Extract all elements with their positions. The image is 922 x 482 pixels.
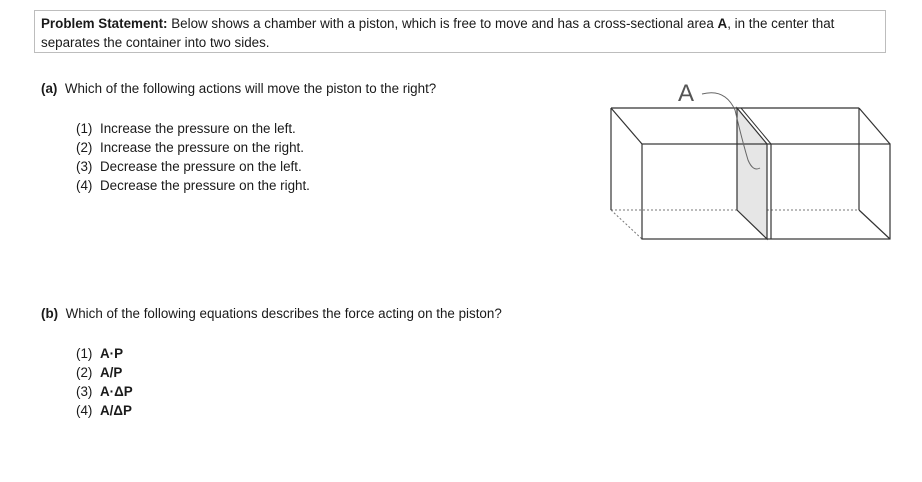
options-a	[76, 119, 310, 195]
option-b-3: (3) A·ΔP	[76, 384, 133, 399]
question-b-text: Which of the following equations describes the force acting on the piston?	[65, 306, 502, 321]
option-b-4: (4) A/ΔP	[76, 403, 132, 418]
problem-text-2: , in the center that separates the container into two sides.	[41, 16, 835, 50]
question-a-text: Which of the following actions will move the piston to the right?	[64, 81, 437, 96]
area-label: A	[678, 80, 695, 107]
problem-statement	[34, 10, 886, 53]
option-a-1: (1) Increase the pressure on the left.	[76, 121, 296, 136]
option-a-4: (4) Decrease the pressure on the right.	[76, 178, 310, 193]
chamber-diagram	[600, 70, 900, 250]
chamber-back-face	[611, 108, 859, 210]
options-b	[76, 344, 133, 420]
problem-text-1: Below shows a chamber with a piston, which is free to move and has a cross-sectional area	[167, 16, 718, 31]
option-a-2: (2) Increase the pressure on the right.	[76, 140, 304, 155]
option-a-3: (3) Decrease the pressure on the left.	[76, 159, 302, 174]
question-a	[41, 81, 436, 96]
option-b-2: (2) A/P	[76, 365, 123, 380]
question-a-label: (a)	[41, 81, 58, 96]
piston	[737, 108, 767, 239]
problem-heading: Problem Statement:	[41, 16, 168, 31]
option-b-1: (1) A·P	[76, 346, 124, 361]
area-symbol: A	[717, 16, 728, 31]
chamber-hidden-edges	[611, 210, 859, 239]
question-b-label: (b)	[41, 306, 59, 321]
question-b	[41, 306, 502, 321]
